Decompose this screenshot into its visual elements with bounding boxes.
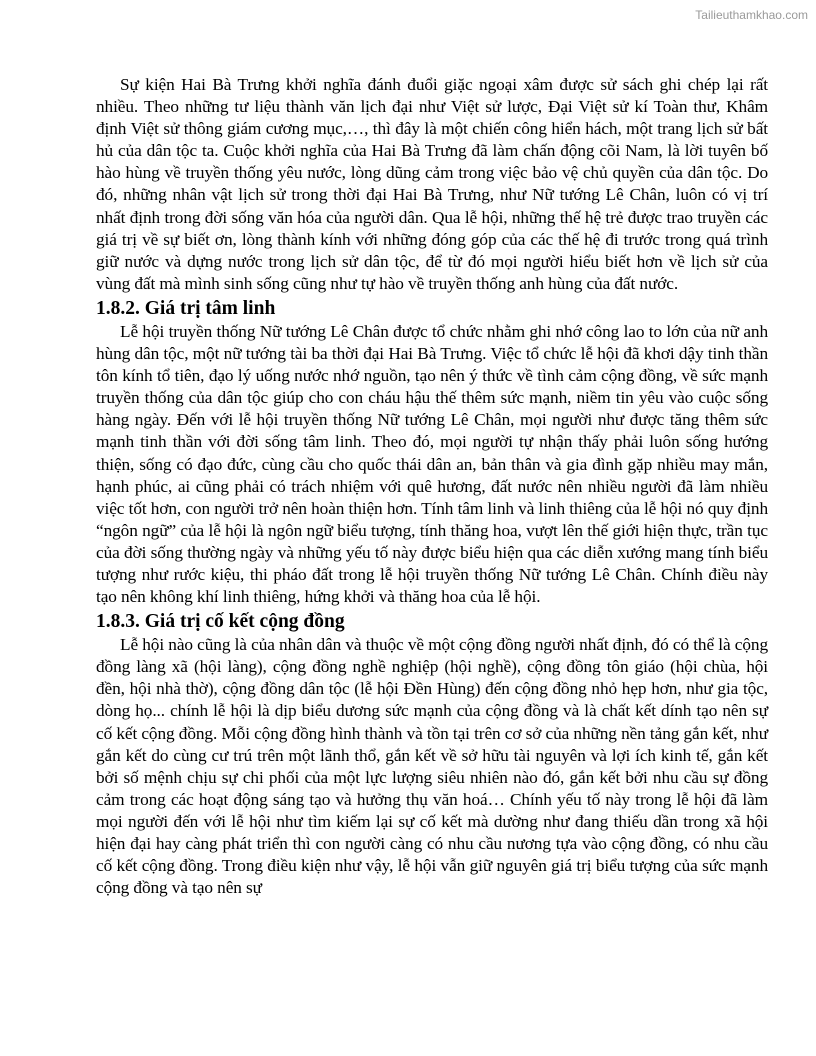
paragraph-community-value: Lễ hội nào cũng là của nhân dân và thuộc về một cộng đồng người nhất định, đó có thể là cộng đồng làng xã (hội làng), cộng đồng nghề nghiệp (hội nghề), cộng đồng tôn giáo (hội chùa, hội đền, hội nhà thờ), cộng đồng dân tộc (lễ hội Đền Hùng) đến cộng đồng nhỏ hẹp hơn, như gia tộc, dòng họ... chính lễ hội là dịp biểu dương sức mạnh của cộng đồng và là chất kết dính tạo nên sự cố kết cộng đồng. Mỗi cộng đồng hình thành và tồn tại trên cơ sở của những nền tảng gắn kết, như gắn kết do cùng cư trú trên một lãnh thổ, gắn kết về sở hữu tài nguyên và lợi ích kinh tế, gắn kết bởi số mệnh chịu sự chi phối của một lực lượng siêu nhiên nào đó, gắn kết bởi nhu cầu sự đồng cảm trong các hoạt động sáng tạo và hưởng thụ văn hoá… Chính yếu tố này trong lễ hội đã làm mọi người đến với lễ hội như tìm kiếm lại sự cố kết mà dường như đang thiếu dần trong xã hội hiện đại hay càng phát triển thì con người càng có nhu cầu nương tựa vào cộng đồng, có nhu cầu cố kết cộng đồng. Trong điều kiện như vậy, lễ hội vẫn giữ nguyên giá trị biểu tượng của sức mạnh cộng đồng và tạo nên sự (96, 635, 768, 898)
paragraph-intro: Sự kiện Hai Bà Trưng khởi nghĩa đánh đuổi giặc ngoại xâm được sử sách ghi chép lại rất nhiều. Theo những tư liệu thành văn lịch đại như Việt sử lược, Đại Việt sử kí Toàn thư, Khâm định Việt sử thông giám cương mục,…, thì đây là một chiến công hiển hách, một trang lịch sử bất hủ của dân tộc ta. Cuộc khởi nghĩa của Hai Bà Trưng đã làm chấn động cõi Nam, là lời tuyên bố hào hùng về truyền thống yêu nước, lòng dũng cảm trong việc bảo vệ chủ quyền của dân tộc. Do đó, những nhân vật lịch sử trong thời đại Hai Bà Trưng, như Nữ tướng Lê Chân, luôn có vị trí nhất định trong đời sống văn hóa của người dân. Qua lễ hội, những thế hệ trẻ được trao truyền các giá trị về sự biết ơn, lòng thành kính với những đóng góp của các thế hệ đi trước trong quá trình giữ nước và dựng nước trong lịch sử dân tộc, để từ đó mọi người hiểu biết hơn về lịch sử của vùng đất mà mình sinh sống cũng như tự hào về truyền thống anh hùng của đất nước. (96, 75, 768, 293)
watermark-text: Tailieuthamkhao.com (695, 8, 808, 22)
section-heading-community-value: 1.8.3. Giá trị cố kết cộng đồng (96, 611, 345, 633)
paragraph-spiritual-value: Lễ hội truyền thống Nữ tướng Lê Chân được tổ chức nhằm ghi nhớ công lao to lớn của nữ anh hùng dân tộc, một nữ tướng tài ba thời đại Hai Bà Trưng. Việc tổ chức lễ hội đã khơi dậy tinh thần tôn kính tổ tiên, đạo lý uống nước nhớ nguồn, tạo nên ý thức về tình cảm cộng đồng, về sức mạnh truyền thống của dân tộc giúp cho con cháu hậu thế thêm sức mạnh, niềm tin yêu vào cuộc sống hàng ngày. Đến với lễ hội truyền thống Nữ tướng Lê Chân, mọi người như được tăng thêm sức mạnh tinh thần với đời sống tâm linh. Theo đó, mọi người tự nhận thấy phải luôn sống hướng thiện, sống có đạo đức, cùng cầu cho quốc thái dân an, bản thân và gia đình gặp nhiều may mắn, hạnh phúc, ai cũng phải có trách nhiệm với quê hương, đất nước nên nhiều người đã làm nhiều việc tốt hơn, con người trở nên hoàn thiện hơn. Tính tâm linh và linh thiêng của lễ hội nó quy định “ngôn ngữ” của lễ hội là ngôn ngữ biểu tượng, tính thăng hoa, vượt lên thế giới hiện thực, trần tục của đời sống thường ngày và những yếu tố này được biểu hiện qua các diễn xướng mang tính biểu tượng như rước kiệu, thi pháo đất trong lễ hội truyền thống Nữ tướng Lê Chân. Chính điều này tạo nên không khí linh thiêng, hứng khởi và thăng hoa của lễ hội. (96, 321, 768, 607)
section-heading-spiritual-value: 1.8.2. Giá trị tâm linh (96, 297, 276, 319)
document-page (96, 74, 768, 899)
